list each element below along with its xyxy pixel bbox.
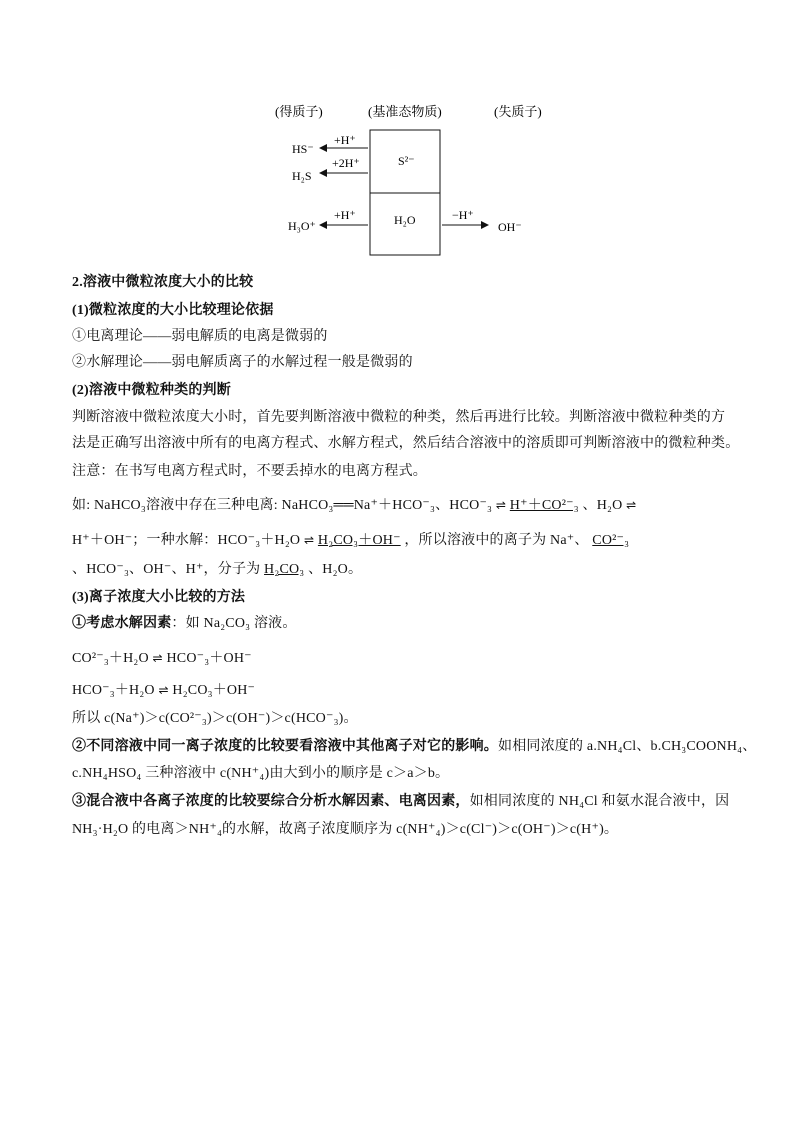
eq2-blank-answer: H₂CO₃＋OH⁻ bbox=[317, 533, 401, 548]
eq5-part-a: HCO⁻₃＋H₂O bbox=[72, 683, 155, 698]
eq1-part-c: 、H₂O bbox=[582, 498, 623, 513]
eq1-equilibrium-arrows-2: ⇌ bbox=[626, 498, 637, 512]
eq2-part-c: ，所以溶液中的离子为 Na⁺、 bbox=[404, 533, 589, 548]
method-2-bold: ②不同溶液中同一离子浓度的比较要看溶液中其他离子对它的影响。 bbox=[72, 739, 498, 754]
box-bottom-label: H₂O bbox=[394, 213, 416, 227]
order-result: 所以 c(Na⁺)＞c(CO²⁻₃)＞c(OH⁻)＞c(HCO⁻₃)。 bbox=[72, 711, 358, 726]
method-1-bold: ①考虑水解因素 bbox=[72, 616, 172, 631]
eq3-blank-answer: H₂CO₃ bbox=[264, 562, 305, 577]
eq2-blank-answer-2: CO²⁻₃ bbox=[592, 533, 630, 548]
method-3-continued: NH₃·H₂O 的电离＞NH⁺₄的水解，故离子浓度顺序为 c(NH⁺₄)＞c(Cl⁻)＞c(OH⁻)＞c(H⁺)。 bbox=[72, 822, 619, 837]
paragraph-judge-1: 判断溶液中微粒浓度大小时，首先要判断溶液中微粒的种类，然后再进行比较。判断溶液中微粒种类的方 bbox=[72, 410, 726, 425]
col-left-label: (得质子) bbox=[275, 104, 323, 119]
equation-line-3 bbox=[72, 560, 362, 580]
arrow-3-label: +H⁺ bbox=[334, 208, 356, 222]
method-1 bbox=[72, 614, 297, 634]
arrow-1-product: HS⁻ bbox=[292, 142, 314, 156]
proton-transfer-diagram bbox=[0, 0, 794, 270]
eq5-equilibrium-arrows: ⇌ bbox=[158, 683, 169, 697]
subheading-2: (2)溶液中微粒种类的判断 bbox=[72, 383, 231, 398]
equation-line-2 bbox=[72, 530, 629, 551]
paragraph-ionization: ①电离理论——弱电解质的电离是微弱的 bbox=[72, 329, 328, 344]
arrow-1-label: +H⁺ bbox=[334, 133, 356, 147]
subheading-3: (3)离子浓度大小比较的方法 bbox=[72, 590, 246, 605]
arrow-2-product: H₂S bbox=[292, 169, 312, 183]
section-heading-2: 2.溶液中微粒浓度大小的比较 bbox=[72, 275, 254, 290]
method-1-rest: ：如 Na₂CO₃ 溶液。 bbox=[171, 616, 297, 631]
equation-line-5 bbox=[72, 680, 255, 701]
eq5-part-b: H₂CO₃＋OH⁻ bbox=[172, 683, 256, 698]
paragraph-judge-2: 法是正确写出溶液中所有的电离方程式、水解方程式，然后结合溶液中的溶质即可判断溶液中的微粒种类。 bbox=[72, 436, 740, 451]
method-3-bold: ③混合液中各离子浓度的比较要综合分析水解因素、电离因素， bbox=[72, 794, 470, 809]
method-3-rest: 如相同浓度的 NH₄Cl 和氨水混合液中，因 bbox=[469, 794, 730, 809]
eq4-part-a: CO²⁻₃＋H₂O bbox=[72, 651, 149, 666]
subheading-1: (1)微粒浓度的大小比较理论依据 bbox=[72, 303, 274, 318]
eq2-part-a: H⁺＋OH⁻；一种水解：HCO⁻₃＋H₂O bbox=[72, 533, 301, 548]
arrow-4-label: −H⁺ bbox=[452, 208, 474, 222]
method-3 bbox=[72, 792, 729, 812]
equation-line-1 bbox=[72, 495, 636, 516]
eq2-equilibrium-arrows: ⇌ bbox=[303, 533, 315, 547]
arrow-3-product: H₃O⁺ bbox=[288, 219, 316, 233]
eq1-equilibrium-arrows: ⇌ bbox=[495, 498, 507, 512]
eq3-part-a: 、HCO⁻₃、OH⁻、H⁺，分子为 bbox=[72, 562, 261, 577]
method-2-continued: c.NH₄HSO₄ 三种溶液中 c(NH⁺₄)由大到小的顺序是 c＞a＞b。 bbox=[72, 766, 450, 781]
paragraph-note: 注意：在书写电离方程式时，不要丢掉水的电离方程式。 bbox=[72, 464, 427, 479]
arrow-4-product: OH⁻ bbox=[498, 220, 522, 234]
method-2 bbox=[72, 737, 756, 757]
paragraph-hydrolysis: ②水解理论——弱电解质离子的水解过程一般是微弱的 bbox=[72, 355, 413, 370]
eq1-blank-answer: H⁺＋CO²⁻₃ bbox=[509, 498, 579, 513]
col-right-label: (失质子) bbox=[494, 104, 542, 119]
arrow-2-label: +2H⁺ bbox=[332, 156, 360, 170]
box-top-label: S²⁻ bbox=[398, 154, 415, 168]
eq4-equilibrium-arrows: ⇌ bbox=[152, 651, 163, 665]
eq1-part-a: 如: NaHCO₃溶液中存在三种电离: NaHCO₃══Na⁺＋HCO⁻₃、HCO⁻₃ bbox=[72, 498, 493, 513]
eq3-part-c: 、H₂O。 bbox=[308, 562, 363, 577]
method-2-rest: 如相同浓度的 a.NH₄Cl、b.CH₃COONH₄、 bbox=[498, 739, 757, 754]
col-mid-label: (基准态物质) bbox=[368, 104, 442, 119]
equation-line-4 bbox=[72, 648, 252, 669]
eq4-part-b: HCO⁻₃＋OH⁻ bbox=[166, 651, 252, 666]
